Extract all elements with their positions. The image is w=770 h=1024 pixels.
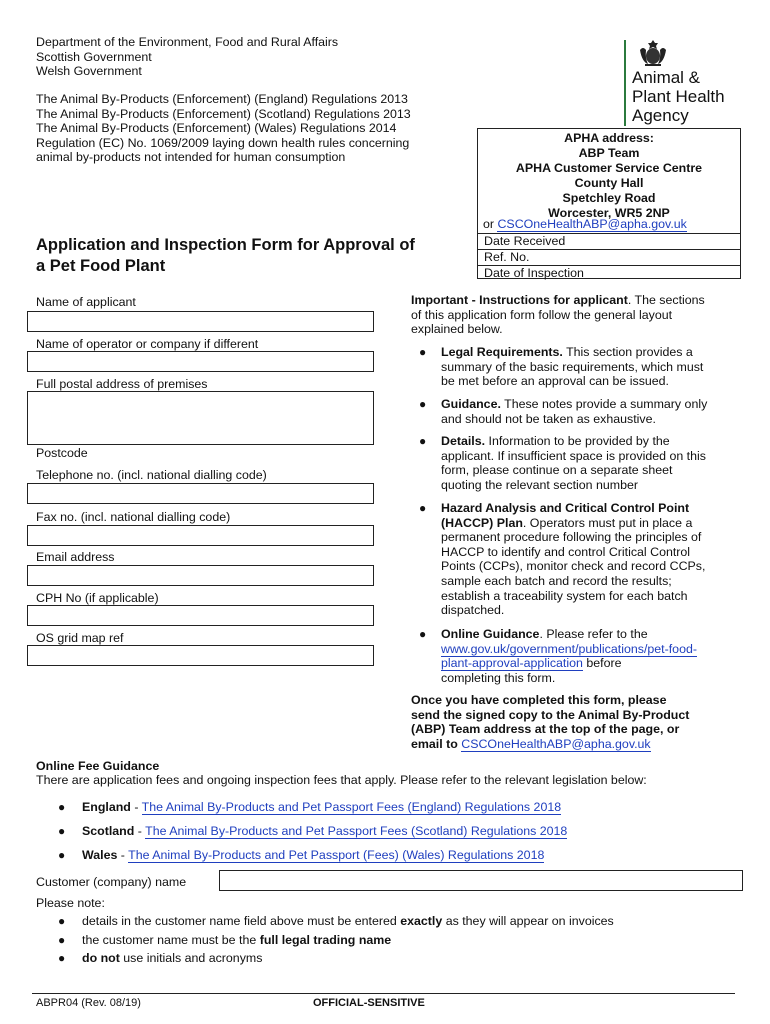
note-heading: Please note: [36, 896, 105, 910]
crest-icon [635, 38, 671, 68]
logo-line: Agency [632, 106, 689, 125]
address-line: Spetchley Road [562, 191, 656, 205]
bullet-icon: ● [58, 848, 66, 862]
instruction-item-online: ● Online Guidance. Please refer to the www.gov.uk/government/publications/pet-food- plant-approval-application before completing this form. [419, 627, 697, 685]
address-line: ABP Team [578, 146, 640, 160]
note-item: ● details in the customer name field above must be entered exactly as they will appear on invoices [58, 914, 614, 928]
office-use-rows [478, 233, 740, 281]
logo-line: Plant Health [632, 87, 725, 106]
postal-address-field[interactable] [27, 391, 374, 445]
address-line: Worcester, WR5 2NP [548, 206, 670, 220]
footer-code: ABPR04 (Rev. 08/19) [36, 997, 141, 1009]
address-line: APHA address: [564, 131, 654, 145]
fee-link-england[interactable]: The Animal By-Products and Pet Passport Fees (England) Regulations 2018 [141, 800, 562, 814]
department-line: Department of the Environment, Food and Rural Affairs [36, 35, 339, 49]
apha-email-link[interactable]: CSCOneHealthABP@apha.gov.uk [497, 217, 687, 231]
date-inspection-row: Date of Inspection [478, 265, 740, 281]
logo-line: Animal & [632, 68, 701, 87]
apha-email-line [483, 217, 687, 232]
bullet-icon: ● [419, 397, 427, 411]
fees-heading: Online Fee Guidance [36, 759, 160, 773]
title-line: a Pet Food Plant [36, 257, 166, 275]
header-regulations [36, 92, 411, 165]
fee-link-wales[interactable]: The Animal By-Products and Pet Passport (Fees) (Wales) Regulations 2018 [128, 848, 545, 862]
fee-item-wales: ● Wales - The Animal By-Products and Pet Passport (Fees) (Wales) Regulations 2018 [58, 848, 545, 862]
regulation-line: Regulation (EC) No. 1069/2009 laying down health rules concerning [36, 135, 410, 150]
fax-field[interactable] [27, 525, 374, 546]
instruction-item-details: ● Details. Information to be provided by the applicant. If insufficient space is provided on this form, please continue on a separate sheet quoting the relevant section number [419, 434, 706, 492]
department-line: Welsh Government [36, 64, 142, 79]
operator-label: Name of operator or company if different [36, 337, 259, 351]
instruction-item-guidance: ● Guidance. These notes provide a summary only and should not be taken as exhaustive. [419, 397, 708, 426]
ref-no-row: Ref. No. [478, 249, 740, 265]
page-title [36, 235, 415, 277]
instructions-intro: Important - Instructions for applicant. The sections of this application form follow the general layout explained below. [411, 293, 705, 337]
logo-divider [624, 40, 626, 126]
fax-label: Fax no. (incl. national dialling code) [36, 510, 231, 524]
address-line: County Hall [574, 176, 644, 190]
os-grid-label: OS grid map ref [36, 631, 124, 645]
bullet-icon: ● [58, 933, 66, 947]
email-field[interactable] [27, 565, 374, 586]
closing-email-link[interactable]: CSCOneHealthABP@apha.gov.uk [461, 736, 651, 751]
regulation-line: The Animal By-Products (Enforcement) (Scotland) Regulations 2013 [36, 106, 411, 121]
instructions-heading: Important - Instructions for applicant [411, 293, 628, 307]
apha-logo [624, 38, 744, 128]
bullet-icon: ● [58, 951, 66, 965]
regulation-line: The Animal By-Products (Enforcement) (England) Regulations 2013 [36, 92, 408, 106]
cph-field[interactable] [27, 605, 374, 626]
title-line: Application and Inspection Form for Approval of [36, 236, 415, 254]
bullet-icon: ● [58, 824, 66, 838]
instruction-item-legal: ● Legal Requirements. This section provides a summary of the basic requirements, which must be met before an approval can be issued. [419, 345, 704, 389]
department-line: Scottish Government [36, 49, 152, 64]
telephone-field[interactable] [27, 483, 374, 504]
bullet-icon: ● [58, 914, 66, 928]
footer-divider [32, 993, 735, 994]
header-departments [36, 35, 338, 79]
date-received-row: Date Received [478, 233, 740, 249]
email-label: Email address [36, 550, 115, 564]
address-line: APHA Customer Service Centre [515, 161, 703, 175]
cph-label: CPH No (if applicable) [36, 591, 159, 605]
postcode-label: Postcode [36, 446, 88, 460]
fees-intro: There are application fees and ongoing inspection fees that apply. Please refer to the relevant legislation below: [36, 773, 647, 787]
customer-name-label: Customer (company) name [36, 875, 187, 889]
os-grid-field[interactable] [27, 645, 374, 666]
operator-field[interactable] [27, 351, 374, 372]
note-item: ● do not use initials and acronyms [58, 951, 263, 965]
fee-link-scotland[interactable]: The Animal By-Products and Pet Passport Fees (Scotland) Regulations 2018 [145, 824, 568, 838]
name-applicant-label: Name of applicant [36, 295, 136, 309]
telephone-label: Telephone no. (incl. national dialling code) [36, 468, 267, 482]
note-item: ● the customer name must be the full legal trading name [58, 933, 392, 947]
bullet-icon: ● [419, 501, 427, 515]
apha-address-box [477, 128, 741, 279]
footer-classification: OFFICIAL-SENSITIVE [313, 997, 425, 1009]
bullet-icon: ● [419, 345, 427, 359]
name-applicant-field[interactable] [27, 311, 374, 332]
bullet-icon: ● [419, 434, 427, 448]
bullet-icon: ● [419, 627, 427, 641]
regulation-line: animal by-products not intended for human consumption [36, 150, 346, 165]
bullet-icon: ● [58, 800, 66, 814]
guidance-link[interactable]: www.gov.uk/government/publications/pet-food- [441, 641, 697, 656]
regulation-line: The Animal By-Products (Enforcement) (Wales) Regulations 2014 [36, 121, 397, 136]
apha-address [478, 131, 740, 221]
postal-address-label: Full postal address of premises [36, 377, 208, 391]
fee-item-england: ● England - The Animal By-Products and Pet Passport Fees (England) Regulations 2018 [58, 800, 562, 814]
customer-name-field[interactable] [219, 870, 743, 891]
guidance-link-cont[interactable]: plant-approval-application [441, 656, 583, 671]
fee-item-scotland: ● Scotland - The Animal By-Products and Pet Passport Fees (Scotland) Regulations 2018 [58, 824, 568, 838]
logo-text [632, 68, 725, 125]
closing-instructions: Once you have completed this form, please send the signed copy to the Animal By-Product (ABP) Team address at the top of the page, or email to CSCOneHealthABP@apha.gov.uk [411, 693, 690, 751]
instruction-item-haccp: ● Hazard Analysis and Critical Control Point (HACCP) Plan. Operators must put in place a permanent procedure following the principles of HACCP to identify and control Critical Control Points (CCPs), monitor check and record CCPs, sample each batch and record the results; establish a traceability system for each batch dispatched. [419, 501, 706, 618]
or-label: or [483, 217, 495, 231]
